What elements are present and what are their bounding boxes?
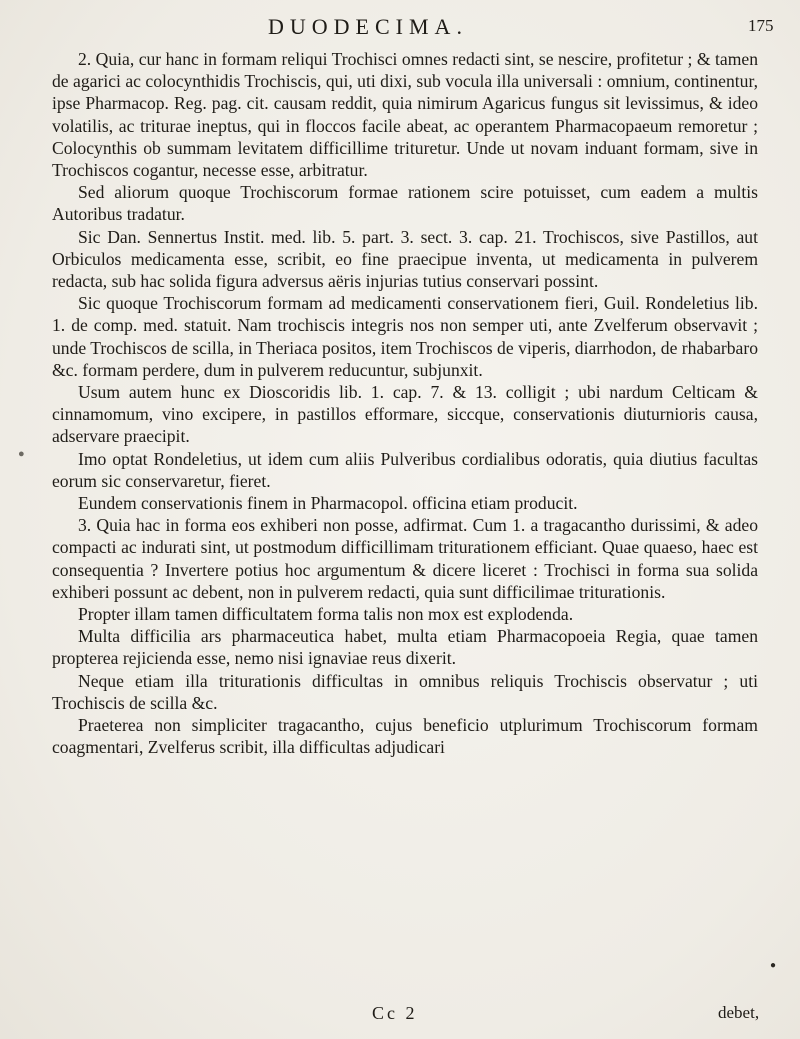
page-number: 175 bbox=[748, 16, 774, 35]
paragraph: Neque etiam illa triturationis difficultas in omnibus reliquis Trochiscis observatur ; uti Trochiscis de scilla &c. bbox=[52, 670, 758, 713]
paragraph: Imo optat Rondeletius, ut idem cum aliis Pulveribus cordialibus odoratis, quia diutius facultas eorum sic conservaretur, fieret. bbox=[52, 448, 758, 491]
corner-mark: ● bbox=[770, 960, 777, 971]
paragraph: Usum autem hunc ex Dioscoridis lib. 1. cap. 7. & 13. colligit ; ubi nardum Celticam & cinnamomum, vino excipere, in pastillos efformare, siccque, conservationis diuturnioris causa, adservare praecipit. bbox=[52, 382, 758, 447]
signature-line bbox=[0, 1003, 800, 1027]
paragraph: Sic Dan. Sennertus Instit. med. lib. 5. part. 3. sect. 3. cap. 21. Trochiscos, sive Pastillos, aut Orbiculos medicamenta esse, scribit, eo fine praecipue inventa, ut medicamenta in pulverem redacta, sub hac solida figura adversus aëris injurias tutius conservari possint. bbox=[52, 226, 758, 292]
paragraph: Eundem conservationis finem in Pharmacopol. officina etiam producit. bbox=[78, 493, 578, 514]
page-header-title: DUODECIMA. bbox=[268, 14, 468, 39]
paragraph: Multa difficilia ars pharmaceutica habet, multa etiam Pharmacopoeia Regia, quae tamen propterea rejicienda esse, nemo nisi ignaviae reus dixerit. bbox=[52, 626, 758, 669]
paragraph: Sic quoque Trochiscorum formam ad medicamenti conservationem fieri, Guil. Rondeletius lib. 1. de comp. med. statuit. Nam trochiscis integris nos non semper uti, ante Zvelferum observavit ; unde Trochiscos de scilla, in Theriaca positos, item Trochiscos de viperis, diarrhodon, de rhabarbaro &c. formam perdere, dum in pulverem reducuntur, subjunxit. bbox=[52, 293, 758, 380]
body-text bbox=[52, 48, 758, 759]
margin-mark: ● bbox=[18, 448, 25, 460]
paragraph: 2. Quia, cur hanc in formam reliqui Trochisci omnes redacti sint, se nescire, profitetur ; & tamen de agarici ac colocynthidis Trochiscis, qui, uti dixi, sub vocula illa universali : omnium, continentur, ipse Pharmacop. Reg. pag. cit. causam reddit, quia nimirum Agaricus fungus sit levissimus, & ideo volatilis, ac triturae ineptus, qui in floccos facile abeat, ac operantem Pharmacopaeum remoretur ; Colocynthis ob summam levitatem difficillime trituretur. Unde ut novam induant formam, sive in Trochiscos cogantur, necesse esse, arbitratur. bbox=[52, 49, 758, 181]
paragraph: Propter illam tamen difficultatem forma talis non mox est explodenda. bbox=[78, 604, 574, 625]
running-head bbox=[0, 14, 800, 44]
gathering-signature: Cc 2 bbox=[372, 1003, 418, 1023]
paragraph: Praeterea non simpliciter tragacantho, cujus beneficio utplurimum Trochiscorum formam coagmentari, Zvelferus scribit, illa difficultas adjudicari bbox=[52, 715, 758, 758]
paragraph: Sed aliorum quoque Trochiscorum formae rationem scire potuisset, cum eadem a multis Autoribus tradatur. bbox=[52, 182, 758, 225]
catchword: debet, bbox=[718, 1003, 760, 1022]
paragraph: 3. Quia hac in forma eos exhiberi non posse, adfirmat. Cum 1. a tragacantho durissimi, & adeo compacti ac indurati sint, ut postmodum difficillimam triturationem efficiant. Quae quaeso, haec est consequentia ? Invertere potius hoc argumentum & dicere liceret : Trochisci in forma sua solida exhiberi possunt ac debent, non in pulverem redacti, quia sunt difficilimae triturationis. bbox=[52, 515, 758, 602]
